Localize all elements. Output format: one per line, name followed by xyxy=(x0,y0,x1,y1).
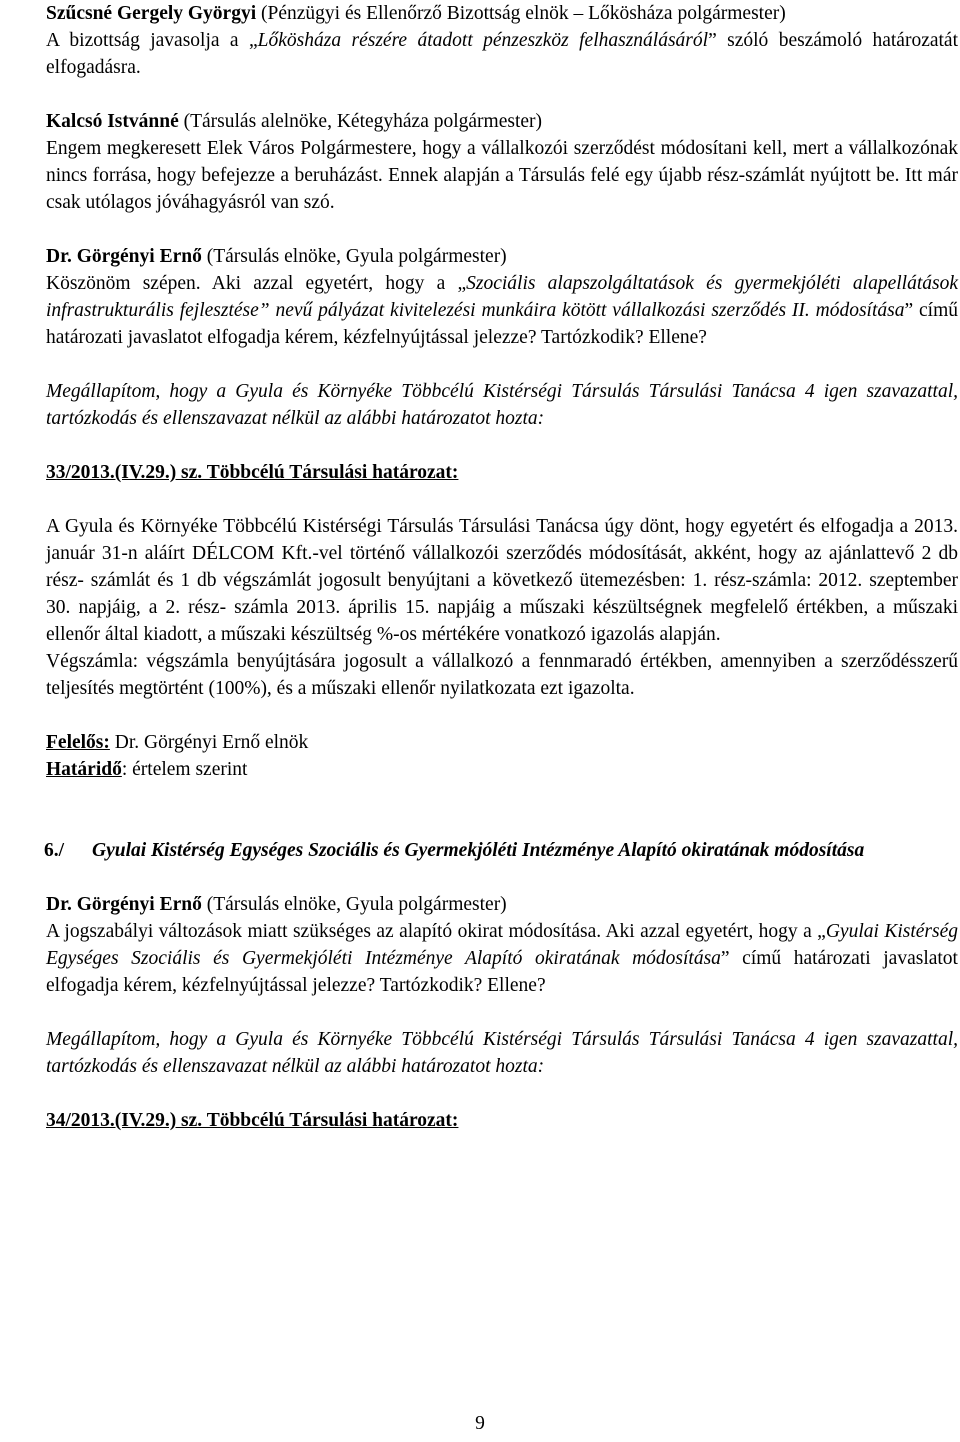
resolution-body: A Gyula és Környéke Többcélú Kistérségi Társulás Társulási Tanácsa úgy dönt, hogy egyetért és elfogadja a 2013. január 31-n aláírt DÉLCOM Kft.-vel történő vállalkozói szerződés módosítását, akként, hogy az ajánlattevő 2 db rész- számlát és 1 db végszámlát jogosult benyújtani a következő ütemezésben: 1. rész-számla: 2012. szeptember 30. napjáig, a 2. rész- számla 2013. április 15. napjáig a műszaki készültségnek megfelelő értékben, a műszaki ellenőr által kiadott, a műszaki készültség %-os mértékére vonatkozó igazolás alapján. xyxy=(46,516,958,645)
paragraph-szucsne: Szűcsné Gergely Györgyi (Pénzügyi és Ellenőrző Bizottság elnök – Lőkösháza polgármester) A bizottság javasolja a „Lőkösháza részére átadott pénzeszköz felhasználásáról” szóló beszámoló határozatát elfogadásra. xyxy=(46,3,959,78)
resolution-number-2: 34/2013.(IV.29.) sz. Többcélú Társulási határozat: xyxy=(46,1110,459,1131)
resolution-number: 33/2013.(IV.29.) sz. Többcélú Társulási határozat: xyxy=(46,462,459,483)
paragraph-gorgenyi-1: Dr. Görgényi Ernő (Társulás elnöke, Gyula polgármester) Köszönöm szépen. Aki azzal egyetért, hogy a „Szociális alapszolgáltatások és gyermekjóléti alapellátások infrastrukturális fejlesztése” nevű pályázat kivitelezési munkáira kötött vállalkozási szerződés II. módosítása” című határozati javaslatot elfogadja kérem, kézfelnyújtással jelezze? Tartózkodik? Ellene? xyxy=(46,246,958,348)
speaker-name: Dr. Görgényi Ernő xyxy=(46,246,202,267)
responsible-line: Felelős: Dr. Görgényi Ernő elnök xyxy=(46,732,309,753)
speaker-role: (Társulás elnöke, Gyula polgármester) xyxy=(201,894,507,915)
agenda-item-title: Gyulai Kistérség Egységes Szociális és Gyermekjóléti Intézménye Alapító okiratának módosítása xyxy=(92,840,865,861)
speaker-role: (Társulás elnöke, Gyula polgármester) xyxy=(201,246,507,267)
resolution-final-invoice: Végszámla: végszámla benyújtására jogosult a vállalkozó a fennmaradó értékben, amennyiben a szerződésszerű teljesítés megtörtént (100%), és a műszaki ellenőr nyilatkozata ezt igazolta. xyxy=(46,651,958,699)
page-number: 9 xyxy=(475,1413,485,1434)
paragraph-kalcso xyxy=(46,108,958,216)
speaker-name: Dr. Görgényi Ernő xyxy=(46,894,202,915)
document-title: Lőkösháza részére átadott pénzeszköz felhasználásáról xyxy=(257,30,709,51)
agenda-item-number: 6./ xyxy=(44,840,65,861)
speaker-name: Kalcsó Istvánné xyxy=(46,111,179,132)
deadline-line: Határidő: értelem szerint xyxy=(46,759,248,780)
document-page xyxy=(46,0,958,1134)
agenda-item-6 xyxy=(46,837,958,864)
vote-statement-2: Megállapítom, hogy a Gyula és Környéke Többcélú Kistérségi Társulás Társulási Tanácsa 4 igen szavazattal, tartózkodás és ellenszavazat nélkül az alábbi határozatot hozta: xyxy=(46,1029,958,1077)
speaker-role: (Pénzügyi és Ellenőrző Bizottság elnök – Lőkösháza polgármester) xyxy=(256,3,786,24)
speaker-name: Szűcsné Gergely Györgyi xyxy=(46,3,257,24)
speaker-role: (Társulás alelnöke, Kétegyháza polgármester) xyxy=(178,111,543,132)
speech-text: Engem megkeresett Elek Város Polgármestere, hogy a vállalkozói szerződést módosítani kell, mert a vállalkozónak nincs forrása, hogy befejezze a beruházást. Ennek alapján a Társulás felé egy újabb rész-számlát nyújtott be. Itt már csak utólagos jóváhagyásról van szó. xyxy=(46,138,958,213)
document-title: Gyulai Kistérség Egységes Szociális és Gyermekjóléti Intézménye Alapító okiratának módosítása xyxy=(46,921,958,969)
paragraph-gorgenyi-2: Dr. Görgényi Ernő (Társulás elnöke, Gyula polgármester) A jogszabályi változások miatt szükséges az alapító okirat módosítása. Aki azzal egyetért, hogy a „Gyulai Kistérség Egységes Szociális és Gyermekjóléti Intézménye Alapító okiratának módosítása” című határozati javaslatot elfogadja kérem, kézfelnyújtással jelezze? Tartózkodik? Ellene? xyxy=(46,894,958,996)
document-title: Szociális alapszolgáltatások és gyermekjóléti alapellátások infrastrukturális fejlesztése” nevű pályázat kivitelezési munkáira kötött vállalkozási szerződés II. módosítása xyxy=(46,273,958,321)
vote-statement: Megállapítom, hogy a Gyula és Környéke Többcélú Kistérségi Társulás Társulási Tanácsa 4 igen szavazattal, tartózkodás és ellenszavazat nélkül az alábbi határozatot hozta: xyxy=(46,381,958,429)
